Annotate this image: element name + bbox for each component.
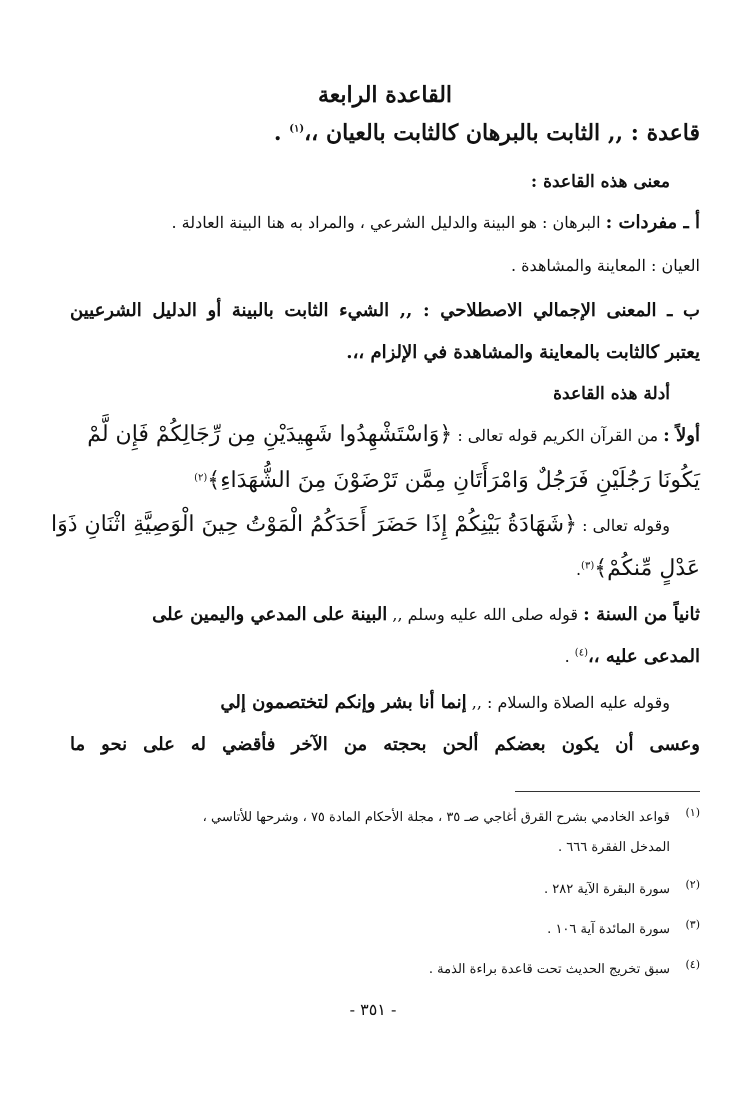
second-evidence-line-3 (70, 692, 670, 713)
vocab-line-1 (70, 212, 700, 233)
footnote-separator (515, 791, 700, 792)
page-title: القاعدة الرابعة (317, 82, 453, 108)
footnote-ref-4: (٤) (574, 647, 588, 659)
verse-1a: ﴿وَاسْتَشْهِدُوا شَهِيدَيْنِ مِن رِّجَالِكُمْ فَإِن لَّمْ (87, 422, 453, 447)
hadith-2b: وعسى أن يكون بعضكم ألحن بحجته من الآخر فأقضي له على نحو ما (70, 734, 700, 755)
verse-2b: عَدْلٍ مِّنكُمْ﴾ (594, 556, 700, 581)
meaning-heading: معنى هذه القاعدة : (530, 172, 670, 192)
first-label: أولاً : (663, 425, 700, 446)
footnote-3-number: (٣) (685, 918, 700, 931)
footnote-4-text: سبق تخريج الحديث تحت قاعدة براءة الذمة . (428, 962, 670, 977)
first-evidence-line-4 (70, 556, 700, 581)
footnote-ref-1: (١) (289, 123, 305, 135)
footnote-ref-2: (٢) (194, 472, 208, 484)
footnote-3-text: سورة المائدة آية ١٠٦ . (547, 922, 670, 937)
footnote-2-text: سورة البقرة الآية ٢٨٢ . (544, 882, 670, 897)
hadith-1b: المدعى عليه ،، (587, 646, 700, 667)
footnote-4-number: (٤) (685, 958, 700, 971)
first-evidence-line-3 (51, 512, 670, 537)
second-evidence-line-1 (70, 604, 700, 625)
second-intro: قوله صلى الله عليه وسلم ,, (387, 605, 584, 624)
page-number: - ٣٥١ - (349, 1000, 397, 1019)
rule-end: . (273, 120, 290, 146)
hadith-1a: البينة على المدعي واليمين على (152, 604, 388, 625)
general-meaning-line-1: ب ـ المعنى الإجمالي الاصطلاحي : ,, الشيء الثابت بالبينة أو الدليل الشرعيين (70, 300, 700, 321)
verse-2-end: . (575, 560, 582, 579)
second-evidence-line-2 (70, 646, 700, 667)
footnote-1-line-2: المدخل الفقرة ٦٦٦ . (558, 840, 670, 855)
vocab-line-2: العيان : المعاينة والمشاهدة . (511, 256, 700, 275)
second-label: ثانياً من السنة : (583, 604, 700, 625)
evidence-heading: أدلة هذه القاعدة (553, 384, 670, 404)
verse-1b: يَكُونَا رَجُلَيْنِ فَرَجُلٌ وَامْرَأَتَانِ مِمَّن تَرْضَوْنَ مِنَ الشُّهَدَاءِ﴾ (207, 468, 700, 493)
rule-text: قاعدة : ,, الثابت بالبرهان كالثابت بالعيان ،، (304, 120, 700, 146)
verse-2a: ﴿شَهَادَةُ بَيْنِكُمْ إِذَا حَضَرَ أَحَدَكُمُ الْمَوْتُ حِينَ الْوَصِيَّةِ اثْنَانِ ذَوَا (51, 512, 577, 537)
hadith-2a: إنما أنا بشر وإنكم لتختصمون إلي (220, 692, 467, 713)
footnote-1-number: (١) (685, 806, 700, 819)
footnote-1-line-1: قواعد الخادمي بشرح القرق أغاجي صـ ٣٥ ، مجلة الأحكام المادة ٧٥ ، وشرحها للأتاسي ، (202, 810, 670, 825)
second-intro-2: وقوله عليه الصلاة والسلام : ,, (466, 693, 670, 712)
first-intro: من القرآن الكريم قوله تعالى : (452, 426, 664, 445)
rule-statement (70, 120, 700, 146)
hadith-1-end: . (564, 647, 575, 666)
first-evidence-line-1 (70, 422, 700, 447)
vocab-label: أ ـ مفردات : (605, 212, 700, 233)
footnote-2-number: (٢) (685, 878, 700, 891)
vocab-text: البرهان : هو البينة والدليل الشرعي ، والمراد به هنا البينة العادلة . (171, 213, 606, 232)
general-meaning-line-2: يعتبر كالثابت بالمعاينة والمشاهدة في الإلزام ،،. (346, 342, 700, 363)
second-verse-intro: وقوله تعالى : (577, 516, 670, 535)
first-evidence-line-2 (70, 468, 700, 493)
footnote-ref-3: (٣) (581, 560, 595, 572)
